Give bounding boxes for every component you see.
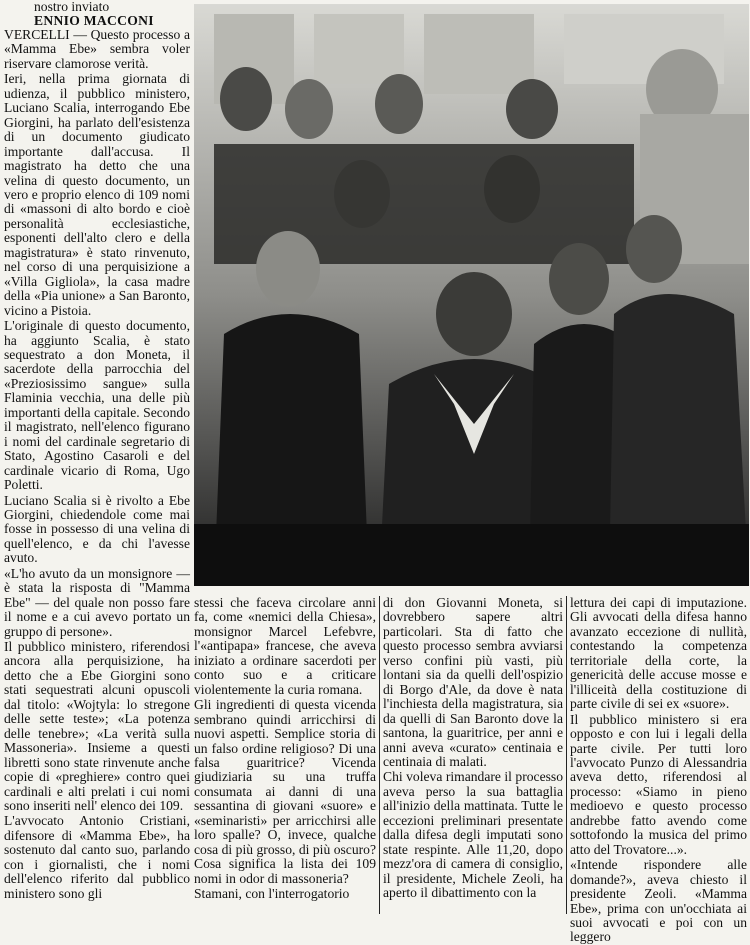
paragraph: Gli ingredienti di questa vicenda sembrano quindi arricchirsi di nuovi aspetti. Semplice storia di un falso ordine religioso? Di una falsa guaritrice? Vicenda giudiziaria su una truffa consumata ai danni di una sessantina di giovani «suore» e «seminaristi» per arricchirsi alle loro spalle? O, invece, qualche cosa di più grosso, di più oscuro? Cosa significa la lista dei 109 nomi in odor di massoneria? [194,697,376,886]
paragraph: lettura dei capi di imputazione. Gli avvocati della difesa hanno avanzato eccezione di nullità, contestando la competenza territoriale della corte, la genericità delle accuse mosse e l'illiceità della costituzione di parte civile di sei ex «suore». [570,595,747,712]
paragraph: Luciano Scalia si è rivolto a Ebe Giorgini, chiedendole come mai fosse in possesso di una velina di quell'elenco, e da chi l'avesse avuto. [4,492,190,566]
article-column-3 [383,596,563,901]
byline-kicker: nostro inviato [34,0,110,14]
courtroom-photo [194,4,749,586]
paragraph: Il pubblico ministero si era opposto e con lui i legali della parte civile. Per tutti loro l'avvocato Punzo di Alessandria aveva detto, riferendosi al processo: «Siamo in pieno medioevo e questo processo andrebbe fatto avendo come sottofondo la musica del primo atto del Trovatore...». [570,711,747,857]
byline-author: ENNIO MACCONI [34,13,154,28]
paragraph: «L'ho avuto da un monsignore — è stata la risposta di "Mamma Ebe" — del quale non posso fare il nome e a cui avevo portato un gruppo di persone». [4,565,190,639]
article-column-1 [4,0,190,901]
paragraph: Chi voleva rimandare il processo aveva perso la sua battaglia all'inizio della mattinata. Tutte le eccezioni preliminari presentate dalla difesa degli imputati sono state respinte. Alle 11,20, dopo mezz'ora di camera di consiglio, il presidente, Michele Zeoli, ha aperto il dibattimento con la [383,769,563,901]
column-rule [379,596,380,914]
column-rule [566,596,567,914]
paragraph: «Intende rispondere alle domande?», aveva chiesto il presidente Zeoli. «Mamma Ebe», prima con un'occhiata ai suoi avvocati e poi con un leggero [570,857,747,945]
article-column-2 [194,596,376,902]
paragraph: Stamani, con l'interrogatorio [194,886,350,902]
paragraph: L'avvocato Antonio Cristiani, difensore di «Mamma Ebe», ha sostenuto dal canto suo, parlando con i giornalisti, che i nomi dell'elenco riferito dal pubblico ministero sono gli [4,813,190,901]
paragraph: Il pubblico ministero, riferendosi ancora alla perquisizione, ha detto che a Ebe Giorgini sono stati sequestrati alcuni opuscoli dal titolo: «Wojtyla: lo stregone delle sette teste»; «La potenza delle tenebre»; «La verità sulla Massoneria». Insieme a questi libretti sono state rinvenute anche copie di «preghiere» contro quei cardinali e alti prelati i cui nomi sono inseriti nell' elenco dei 109. [4,639,190,814]
paragraph: di don Giovanni Moneta, si dovrebbero sapere altri particolari. Sta di fatto che questo processo sembra avviarsi verso confini più vasti, più lontani sia da quelli dell'ospizio di Borgo d'Ale, da dove è nata l'inchiesta della magistratura, sia da quelli di San Baronto dove la santona, la guaritrice, per anni e anni aveva «curato» centinaia e centinaia di malati. [383,595,563,769]
paragraph: L'originale di questo documento, ha aggiunto Scalia, è stato sequestrato a don Moneta, il sacerdote della parrocchia del «Preziosissimo sangue» sulla Flaminia vecchia, una delle più importanti della capitale. Secondo il magistrato, nell'elenco figurano i nomi del cardinale segretario di Stato, Agostino Casaroli e del cardinale vicario di Roma, Ugo Poletti. [4,318,190,493]
article-column-4 [570,596,747,945]
paragraph: Ieri, nella prima giornata di udienza, il pubblico ministero, Luciano Scalia, interrogando Ebe Giorgini, ha parlato dell'esistenza di un documento giudicato importante dall'accusa. Il magistrato ha detto che una velina di questo documento, un vero e proprio elenco di 109 nomi di «massoni di alto bordo e cioè personalità ecclesiastiche, esponenti dell'alto clero e della magistratura» è stato rinvenuto, nel corso di una perquisizione a «Villa Gigliola», la casa madre della «Pia unione» a San Baronto, vicino a Pistoia. [4,71,190,318]
paragraph: stessi che faceva circolare anni fa, come «nemici della Chiesa», monsignor Marcel Lefebvre, l'«antipapa» francese, che aveva iniziato a ordinare sacerdoti per conto suo e a criticare violentemente la curia romana. [194,595,376,697]
paragraph: VERCELLI — Questo processo a «Mamma Ebe» sembra voler riservare clamorose verità. [4,27,190,71]
